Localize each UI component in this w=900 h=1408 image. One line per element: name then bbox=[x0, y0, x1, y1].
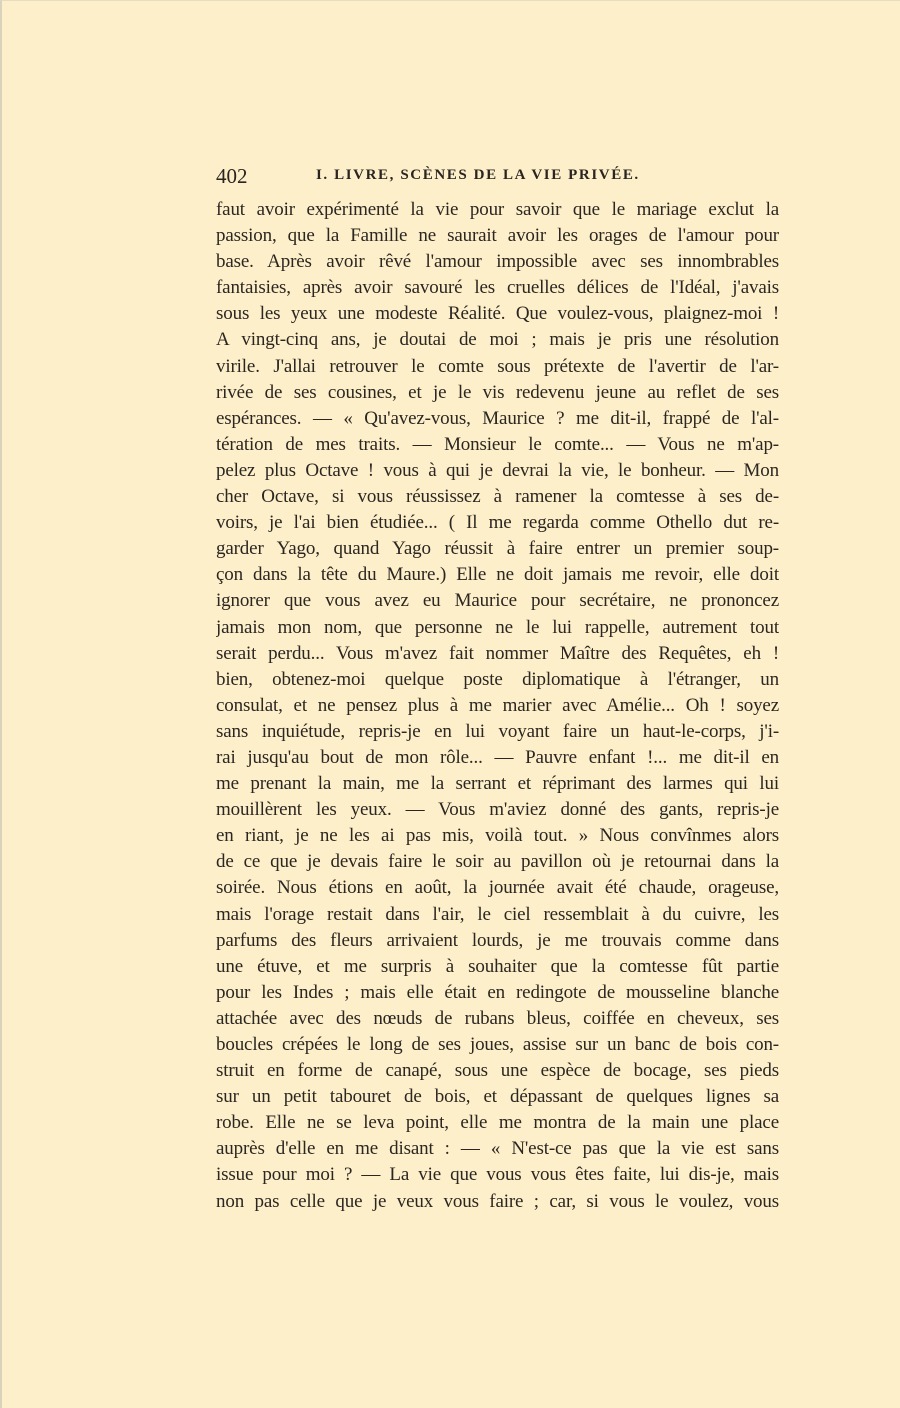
text-line: issue pour moi ? — La vie que vous vous êtes faite, lui dis-je, mais bbox=[216, 1164, 779, 1186]
text-line: çon dans la tête du Maure.) Elle ne doit jamais me revoir, elle doit bbox=[216, 564, 779, 586]
text-line: voirs, je l'ai bien étudiée... ( Il me regarda comme Othello dut re- bbox=[216, 512, 779, 534]
text-line: pelez plus Octave ! vous à qui je devrai la vie, le bonheur. — Mon bbox=[216, 459, 779, 481]
text-line: garder Yago, quand Yago réussit à faire entrer un premier soup- bbox=[216, 538, 779, 560]
text-line: sous les yeux une modeste Réalité. Que voulez-vous, plaignez-moi ! bbox=[216, 303, 779, 325]
page-header bbox=[216, 164, 779, 190]
text-line: mais l'orage restait dans l'air, le ciel ressemblait à du cuivre, les bbox=[216, 903, 779, 925]
text-line: rai jusqu'au bout de mon rôle... — Pauvre enfant !... me dit-il en bbox=[216, 746, 779, 768]
text-line: parfums des fleurs arrivaient lourds, je me trouvais comme dans bbox=[216, 929, 779, 951]
text-line: struit en forme de canapé, sous une espèce de bocage, ses pieds bbox=[216, 1060, 779, 1082]
text-line: boucles crépées le long de ses joues, assise sur un banc de bois con- bbox=[216, 1034, 779, 1055]
text-line: faut avoir expérimenté la vie pour savoir que le mariage exclut la bbox=[216, 199, 779, 220]
text-line: pour les Indes ; mais elle était en redingote de mousseline blanche bbox=[216, 981, 779, 1003]
text-line: non pas celle que je veux vous faire ; car, si vous le voulez, vous bbox=[216, 1190, 779, 1212]
text-line: espérances. — « Qu'avez-vous, Maurice ? me dit-il, frappé de l'al- bbox=[216, 407, 779, 429]
text-line: jamais mon nom, que personne ne le lui rappelle, autrement tout bbox=[216, 616, 779, 638]
text-line: mouillèrent les yeux. — Vous m'aviez donné des gants, repris-je bbox=[216, 799, 779, 821]
text-line: sans inquiétude, repris-je en lui voyant faire un haut-le-corps, j'i- bbox=[216, 720, 779, 742]
body-text bbox=[216, 197, 779, 1215]
text-line: cher Octave, si vous réussissez à ramener la comtesse à ses de- bbox=[216, 486, 779, 508]
text-line: A vingt-cinq ans, je doutai de moi ; mais je pris une résolution bbox=[216, 329, 779, 351]
text-line: auprès d'elle en me disant : — « N'est-ce pas que la vie est sans bbox=[216, 1138, 779, 1160]
text-line: base. Après avoir rêvé l'amour impossible avec ses innombrables bbox=[216, 251, 779, 273]
text-line: consulat, et ne pensez plus à me marier avec Amélie... Oh ! soyez bbox=[216, 694, 779, 716]
text-line: en riant, je ne les ai pas mis, voilà tout. » Nous convînmes alors bbox=[216, 825, 779, 847]
text-line: virile. J'allai retrouver le comte sous prétexte de l'avertir de l'ar- bbox=[216, 355, 779, 377]
text-line: ignorer que vous avez eu Maurice pour secrétaire, ne prononcez bbox=[216, 590, 779, 612]
text-line: robe. Elle ne se leva point, elle me montra de la main une place bbox=[216, 1112, 779, 1134]
text-line: soirée. Nous étions en août, la journée avait été chaude, orageuse, bbox=[216, 877, 779, 899]
text-line: sur un petit tabouret de bois, et dépassant de quelques lignes sa bbox=[216, 1086, 779, 1108]
text-line: serait perdu... Vous m'avez fait nommer Maître des Requêtes, eh ! bbox=[216, 642, 779, 664]
text-line: fantaisies, après avoir savouré les cruelles délices de l'Idéal, j'avais bbox=[216, 277, 779, 299]
text-line: rivée de ses cousines, et je le vis redevenu jeune au reflet de ses bbox=[216, 381, 779, 403]
text-line: me prenant la main, me la serrant et réprimant des larmes qui lui bbox=[216, 773, 779, 795]
text-line: tération de mes traits. — Monsieur le comte... — Vous ne m'ap- bbox=[216, 433, 779, 455]
text-line: bien, obtenez-moi quelque poste diplomatique à l'étranger, un bbox=[216, 668, 779, 690]
text-line: passion, que la Famille ne saurait avoir les orages de l'amour pour bbox=[216, 225, 779, 247]
page-number: 402 bbox=[216, 164, 248, 188]
running-title: I. LIVRE, SCÈNES DE LA VIE PRIVÉE. bbox=[316, 167, 640, 183]
text-line: attachée avec des nœuds de rubans bleus, coiffée en cheveux, ses bbox=[216, 1007, 779, 1029]
text-line: de ce que je devais faire le soir au pavillon où je retournai dans la bbox=[216, 851, 779, 873]
text-line: une étuve, et me surpris à souhaiter que la comtesse fût partie bbox=[216, 955, 779, 977]
